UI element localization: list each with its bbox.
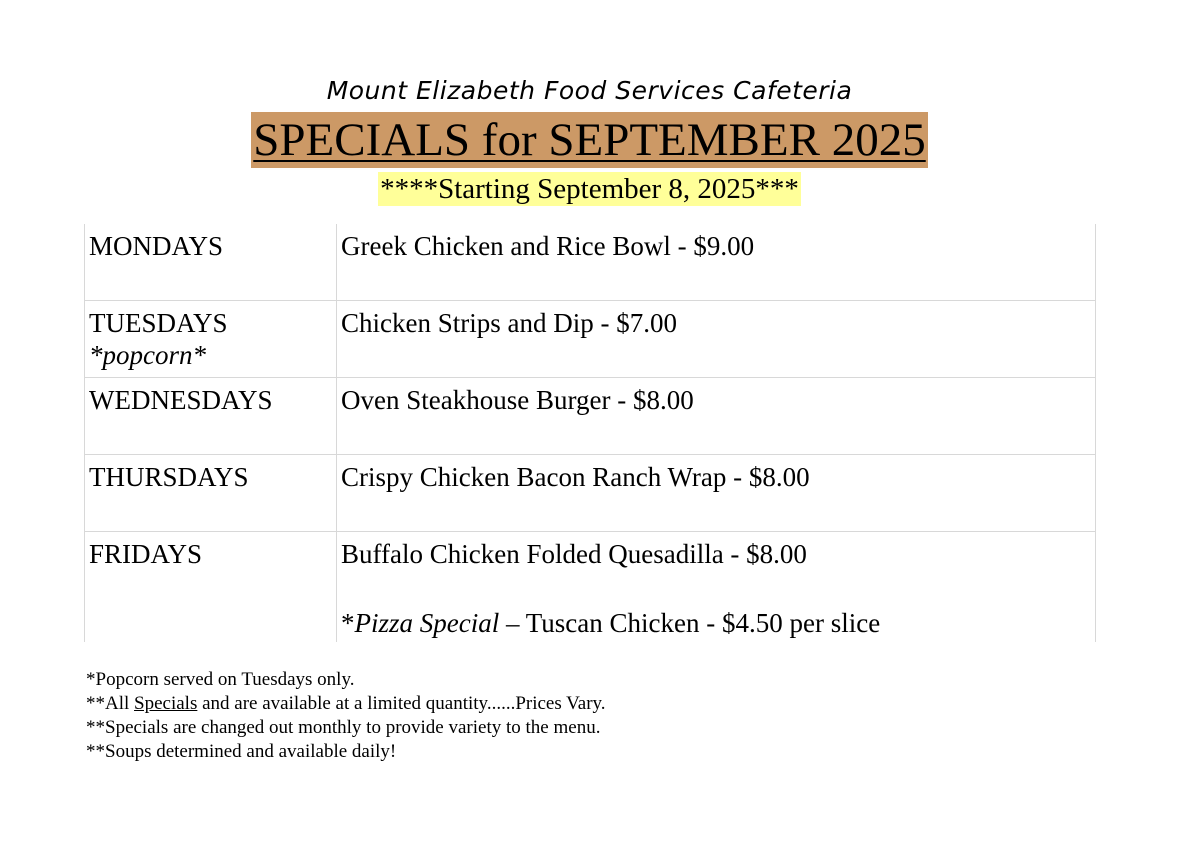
footnote-availability [86,692,606,716]
day-label: WEDNESDAYS [89,385,273,415]
day-label: TUESDAYS [89,308,228,338]
pizza-special-label: Pizza Special [354,608,500,638]
item-cell [337,301,1096,378]
footnotes [86,668,606,764]
pizza-special-text: – Tuscan Chicken - $4.50 per slice [499,608,881,638]
table-row [85,532,1096,643]
special-item: Chicken Strips and Dip - $7.00 [341,308,677,338]
item-cell [337,532,1096,643]
pizza-prefix: * [341,608,355,638]
day-cell [85,455,337,532]
footnote-soups: **Soups determined and available daily! [86,741,397,762]
table-row [85,224,1096,301]
footnote-prefix: **All [86,693,135,714]
special-item: Greek Chicken and Rice Bowl - $9.00 [341,231,755,261]
special-item: Buffalo Chicken Folded Quesadilla - $8.00 [341,539,807,569]
day-cell [85,532,337,643]
day-note: *popcorn* [89,340,206,370]
day-label: FRIDAYS [89,539,203,569]
special-item: Oven Steakhouse Burger - $8.00 [341,385,694,415]
pizza-special [341,607,1091,639]
table-row [85,378,1096,455]
day-cell [85,224,337,301]
day-cell [85,378,337,455]
item-cell [337,224,1096,301]
table-row [85,301,1096,378]
footnote-popcorn: *Popcorn served on Tuesdays only. [86,669,355,690]
special-item: Crispy Chicken Bacon Ranch Wrap - $8.00 [341,462,810,492]
page-header [0,72,1179,206]
footnote-suffix: and are available at a limited quantity......Prices Vary. [197,693,606,714]
day-label: THURSDAYS [89,462,249,492]
table-row [85,455,1096,532]
day-label: MONDAYS [89,231,224,261]
specials-table [84,224,1096,642]
cafeteria-name: Mount Elizabeth Food Services Cafeteria [326,76,853,105]
day-cell [85,301,337,378]
item-cell [337,455,1096,532]
footnote-monthly: **Specials are changed out monthly to provide variety to the menu. [86,717,601,738]
page-title: SPECIALS for SEPTEMBER 2025 [253,114,926,166]
item-cell [337,378,1096,455]
start-date-banner: ****Starting September 8, 2025*** [380,173,799,205]
footnote-specials-underlined: Specials [134,693,198,714]
